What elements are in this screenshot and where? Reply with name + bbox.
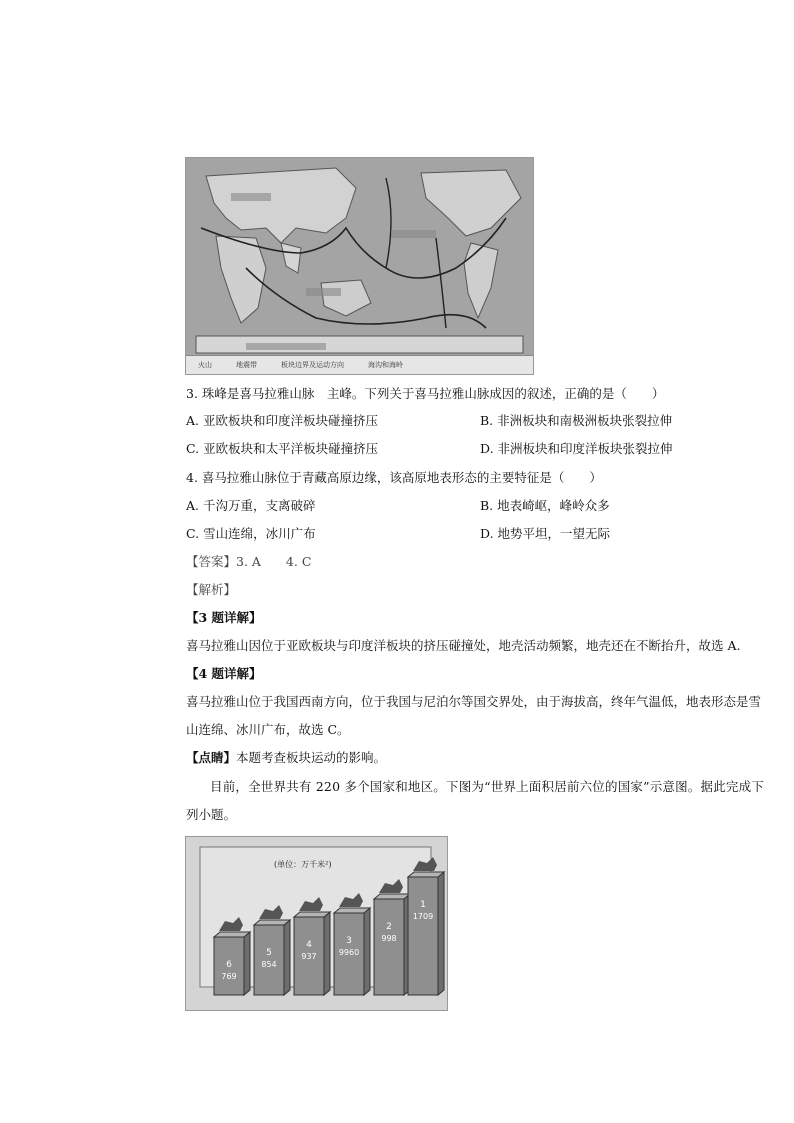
detail-4-text-line-2: 山连绵、冰川广布，故选 C。 xyxy=(186,722,350,737)
question-4-option-c: C. 雪山连绵，冰川广布 xyxy=(186,526,316,541)
country-area-value: 1709 xyxy=(412,912,434,921)
question-3-stem: 3. 珠峰是喜马拉雅山脉 主峰。下列关于喜马拉雅山脉成因的叙述，正确的是（ ） xyxy=(186,386,665,401)
country-rank: 3 xyxy=(346,936,352,946)
note-text: 本题考查板块运动的影响。 xyxy=(236,750,387,765)
legend-earthquake-belt: 地震带 xyxy=(236,361,257,369)
country-area-value: 937 xyxy=(301,952,317,961)
detail-4-title: 【4 题详解】 xyxy=(186,666,262,681)
country-rank: 1 xyxy=(420,900,426,910)
question-4-stem: 4. 喜马拉雅山脉位于青藏高原边缘，该高原地表形态的主要特征是（ ） xyxy=(186,470,602,485)
country-area-value: 9960 xyxy=(338,948,360,957)
answer-line: 【答案】3. A 4. C xyxy=(186,554,312,569)
plate-map-figure xyxy=(185,157,534,375)
country-area-value: 998 xyxy=(381,934,397,943)
map-legend xyxy=(186,355,533,374)
country-rank: 6 xyxy=(226,960,232,970)
question-3-option-b: B. 非洲板块和南极洲板块张裂拉伸 xyxy=(480,413,673,428)
legend-volcano: 火山 xyxy=(198,361,212,369)
country-column-3 xyxy=(334,893,370,995)
country-rank: 2 xyxy=(386,922,392,932)
unit-label: (单位：万千米²) xyxy=(274,860,332,869)
country-rank: 5 xyxy=(266,948,272,958)
plate-map-image xyxy=(186,158,533,356)
question-4-option-d: D. 地势平坦，一望无际 xyxy=(480,526,611,541)
question-4-option-b: B. 地表崎岖，峰岭众多 xyxy=(480,498,610,513)
detail-3-text: 喜马拉雅山因位于亚欧板块与印度洋板块的挤压碰撞处，地壳活动频繁，地壳还在不断抬升，故选 A. xyxy=(186,638,741,653)
largest-countries-figure xyxy=(185,836,448,1011)
note-line xyxy=(186,749,386,767)
detail-4-text-line-1: 喜马拉雅山位于我国西南方向，位于我国与尼泊尔等国交界处，由于海拔高，终年气温低，地表形态是雪 xyxy=(186,694,762,709)
intro-line-1: 目前，全世界共有 220 多个国家和地区。下图为“世界上面积居前六位的国家”示意图。据此完成下 xyxy=(210,779,764,794)
country-column-1 xyxy=(408,857,444,995)
detail-3-title: 【3 题详解】 xyxy=(186,610,262,625)
intro-line-2: 列小题。 xyxy=(186,807,237,822)
legend-plate-boundary: 板块边界及运动方向 xyxy=(281,361,344,369)
question-3-option-a: A. 亚欧板块和印度洋板块碰撞挤压 xyxy=(186,413,378,428)
country-column-2 xyxy=(374,879,410,995)
country-area-value: 769 xyxy=(221,972,237,981)
question-3-option-d: D. 非洲板块和印度洋板块张裂拉伸 xyxy=(480,441,673,456)
question-4-option-a: A. 千沟万重，支离破碎 xyxy=(186,498,316,513)
country-area-value: 854 xyxy=(261,960,277,969)
note-label: 【点睛】 xyxy=(186,750,237,765)
legend-trench-ridge: 海沟和海岭 xyxy=(368,361,403,369)
analysis-label: 【解析】 xyxy=(186,582,237,597)
question-3-option-c: C. 亚欧板块和太平洋板块碰撞挤压 xyxy=(186,441,379,456)
country-rank: 4 xyxy=(306,940,312,950)
